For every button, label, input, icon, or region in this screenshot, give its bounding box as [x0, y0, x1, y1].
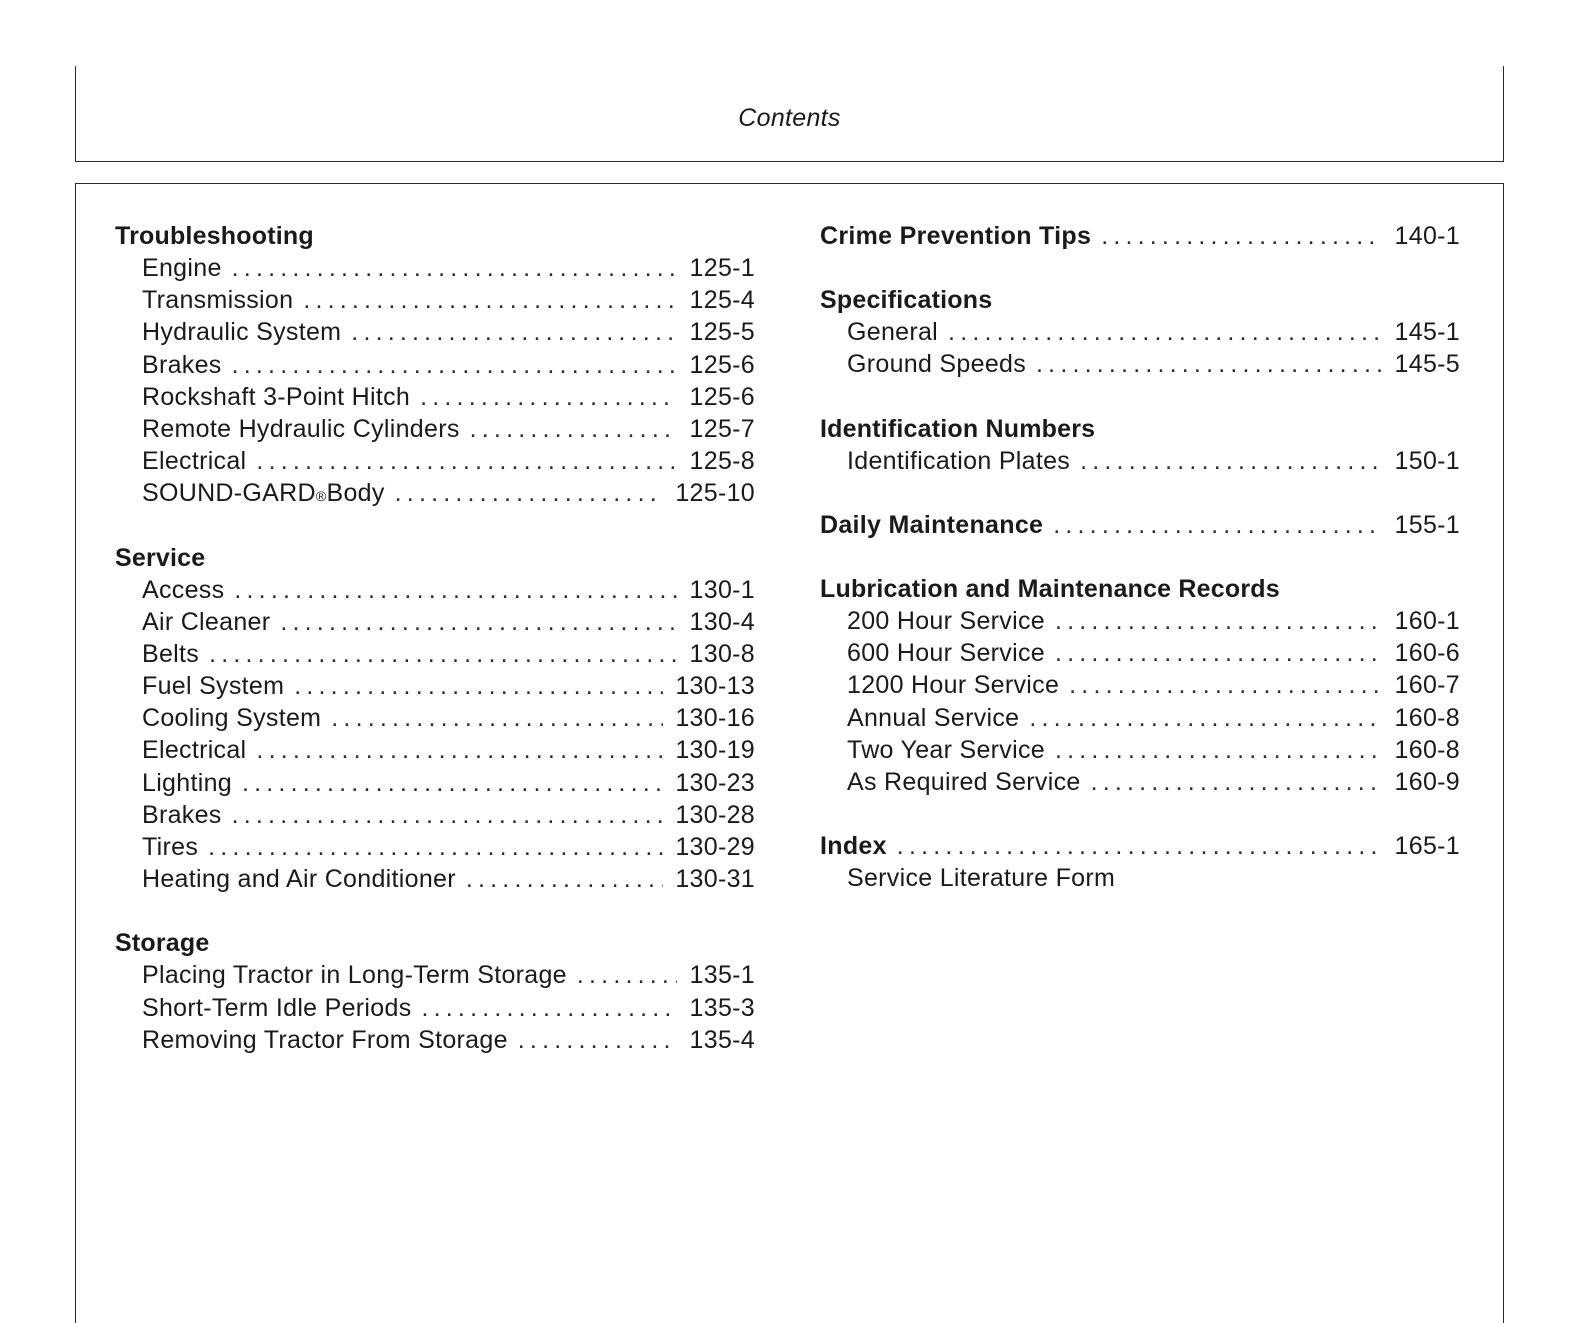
toc-entry-label: Rockshaft 3-Point Hitch [142, 382, 411, 411]
toc-entry[interactable] [115, 606, 755, 638]
toc-entry[interactable] [115, 349, 755, 381]
dot-leader [1091, 766, 1382, 798]
dot-leader [1080, 445, 1382, 477]
toc-entry-label: 600 Hour Service [847, 639, 1045, 668]
toc-entry[interactable] [115, 316, 755, 348]
toc-section-heading[interactable]: Troubleshooting [115, 222, 314, 250]
dot-leader [1055, 605, 1382, 637]
toc-section-heading[interactable] [820, 509, 1460, 541]
dot-leader [232, 799, 664, 831]
toc-entry-label: Access [142, 575, 225, 604]
toc-section-service [115, 542, 755, 896]
toc-entry[interactable] [820, 734, 1460, 766]
toc-page-number: 130-28 [675, 800, 755, 829]
toc-entry-label: Brakes [142, 800, 222, 829]
toc-page-number: 125-6 [689, 382, 755, 411]
toc-page-number: 135-3 [689, 993, 755, 1022]
toc-page-number: 145-5 [1394, 350, 1460, 379]
dot-leader [1055, 637, 1382, 669]
toc-section-identification-numbers [820, 413, 1460, 477]
dot-leader [420, 381, 677, 413]
dot-leader [232, 252, 677, 284]
toc-page-number: 125-4 [689, 286, 755, 315]
dot-leader [242, 767, 663, 799]
toc-page-number: 140-1 [1394, 222, 1460, 250]
dot-leader [577, 959, 677, 991]
toc-entry-label-suffix: Body [326, 479, 385, 508]
toc-entry[interactable] [115, 284, 755, 316]
toc-page-number: 125-8 [689, 447, 755, 476]
toc-page-number: 130-4 [689, 607, 755, 636]
toc-entry[interactable] [115, 959, 755, 991]
toc-entry-label: Electrical [142, 447, 247, 476]
dot-leader [395, 477, 664, 509]
toc-entry[interactable] [115, 734, 755, 766]
dot-leader [1055, 734, 1382, 766]
toc-entry[interactable] [820, 862, 1460, 894]
toc-page-number: 130-29 [675, 833, 755, 861]
toc-page-number: 160-1 [1394, 606, 1460, 635]
dot-leader [422, 992, 678, 1024]
dot-leader [256, 445, 677, 477]
toc-section-heading[interactable] [820, 830, 1460, 862]
toc-page-number: 130-31 [675, 865, 755, 894]
toc-page-number: 155-1 [1394, 510, 1460, 539]
toc-page-number: 150-1 [1394, 446, 1460, 475]
toc-entry-label: General [847, 318, 939, 347]
toc-page-number: 130-16 [675, 704, 755, 733]
dot-leader [1036, 348, 1382, 380]
toc-entry-label: Cooling System [142, 704, 322, 733]
toc-entry[interactable] [820, 316, 1460, 348]
dot-leader [331, 702, 663, 734]
toc-entry-label: Belts [142, 639, 200, 668]
toc-entry[interactable] [115, 574, 755, 606]
toc-section-index [820, 830, 1460, 894]
toc-entry[interactable] [115, 799, 755, 831]
dot-leader [280, 606, 677, 638]
toc-entry[interactable] [115, 413, 755, 445]
toc-page-number: 160-9 [1394, 767, 1460, 796]
toc-right-column [820, 220, 1460, 926]
toc-entry-label: Ground Speeds [847, 350, 1027, 379]
toc-entry-label: Engine [142, 254, 222, 282]
toc-page-number: 160-6 [1394, 639, 1460, 668]
toc-page-number: 130-13 [675, 672, 755, 701]
toc-section-troubleshooting [115, 220, 755, 510]
toc-entry-label: Fuel System [142, 672, 285, 701]
toc-entry-label: Placing Tractor in Long-Term Storage [142, 961, 567, 990]
toc-entry[interactable] [115, 252, 755, 284]
toc-entry[interactable] [820, 637, 1460, 669]
dot-leader [948, 316, 1382, 348]
toc-page-number: 135-1 [689, 961, 755, 990]
toc-entry-label: Air Cleaner [142, 607, 271, 636]
toc-entry[interactable] [115, 477, 755, 509]
toc-entry-label: Brakes [142, 350, 222, 379]
toc-entry-label: 1200 Hour Service [847, 671, 1060, 700]
toc-entry-label: Remote Hydraulic Cylinders [142, 414, 460, 443]
toc-page-number: 130-1 [689, 575, 755, 604]
toc-entry[interactable] [115, 831, 755, 863]
dot-leader [234, 574, 677, 606]
toc-entry[interactable] [115, 702, 755, 734]
page-title: Contents [738, 104, 841, 132]
toc-entry-label: Daily Maintenance [820, 510, 1044, 539]
dot-leader [256, 734, 663, 766]
toc-section-heading[interactable]: Lubrication and Maintenance Records [820, 574, 1280, 603]
toc-page-number: 125-1 [689, 254, 755, 282]
toc-entry[interactable] [115, 445, 755, 477]
toc-page-number: 145-1 [1394, 318, 1460, 347]
toc-entry[interactable] [820, 702, 1460, 734]
toc-section-heading[interactable] [820, 220, 1460, 252]
toc-entry[interactable] [820, 669, 1460, 701]
dot-leader [518, 1024, 677, 1056]
toc-entry[interactable] [820, 605, 1460, 637]
toc-entry-label: Short-Term Idle Periods [142, 993, 412, 1022]
toc-page-number: 165-1 [1394, 832, 1460, 861]
toc-page-number: 125-7 [689, 414, 755, 443]
toc-entry-label: As Required Service [847, 767, 1081, 796]
registered-mark: ® [315, 488, 327, 505]
toc-section-crime-prevention-tips [820, 220, 1460, 252]
toc-section-lubrication-and-maintenance-records [820, 573, 1460, 798]
toc-section-heading[interactable]: Identification Numbers [820, 414, 1096, 443]
toc-page-number: 125-10 [675, 479, 755, 508]
toc-entry-label: Identification Plates [847, 446, 1071, 475]
toc-entry[interactable] [115, 638, 755, 670]
dot-leader [232, 349, 677, 381]
dot-leader [1053, 509, 1382, 541]
toc-page-number: 125-5 [689, 318, 755, 347]
toc-entry-label: Service Literature Form [847, 864, 1116, 893]
dot-leader [1101, 220, 1382, 252]
toc-entry[interactable] [115, 863, 755, 895]
dot-leader [897, 830, 1382, 862]
toc-entry-label: Two Year Service [847, 735, 1045, 764]
toc-entry[interactable] [115, 381, 755, 413]
toc-entry-label: Index [820, 832, 887, 861]
toc-entry-label: SOUND-GARD [142, 479, 316, 508]
toc-entry-label: Annual Service [847, 703, 1020, 732]
toc-page-number: 160-7 [1394, 671, 1460, 700]
toc-page-number: 160-8 [1394, 735, 1460, 764]
dot-leader [294, 670, 663, 702]
dot-leader [351, 316, 677, 348]
header-frame [75, 66, 1504, 162]
toc-section-specifications [820, 284, 1460, 380]
toc-page-number: 130-19 [675, 736, 755, 765]
toc-page-number: 135-4 [689, 1025, 755, 1054]
toc-entry-label: Lighting [142, 768, 232, 797]
toc-page-number: 130-23 [675, 768, 755, 797]
toc-section-heading[interactable]: Service [115, 543, 206, 572]
toc-entry[interactable] [115, 992, 755, 1024]
dot-leader [1029, 702, 1382, 734]
toc-entry-label: 200 Hour Service [847, 606, 1045, 635]
toc-entry-label: Removing Tractor From Storage [142, 1025, 508, 1054]
toc-entry[interactable] [115, 767, 755, 799]
toc-entry-label: Heating and Air Conditioner [142, 865, 456, 894]
dot-leader [1069, 669, 1382, 701]
toc-entry[interactable] [820, 348, 1460, 380]
toc-entry[interactable] [115, 1024, 755, 1056]
toc-entry-label: Transmission [142, 286, 294, 315]
toc-entry-label: Hydraulic System [142, 318, 342, 347]
toc-entry[interactable] [820, 445, 1460, 477]
toc-section-storage [115, 927, 755, 1056]
toc-page-number: 160-8 [1394, 703, 1460, 732]
toc-left-column [115, 220, 755, 1088]
toc-section-heading[interactable]: Storage [115, 929, 210, 958]
toc-section-daily-maintenance [820, 509, 1460, 541]
dot-leader [303, 284, 677, 316]
toc-section-heading[interactable]: Specifications [820, 286, 993, 315]
toc-entry[interactable] [115, 670, 755, 702]
dot-leader [209, 638, 677, 670]
toc-page-number: 125-6 [689, 350, 755, 379]
toc-entry-label: Tires [142, 833, 199, 861]
toc-entry[interactable] [820, 766, 1460, 798]
dot-leader [208, 831, 663, 863]
dot-leader [470, 413, 677, 445]
toc-entry-label: Electrical [142, 736, 247, 765]
toc-entry-label: Crime Prevention Tips [820, 222, 1092, 250]
toc-page-number: 130-8 [689, 639, 755, 668]
dot-leader [466, 863, 663, 895]
